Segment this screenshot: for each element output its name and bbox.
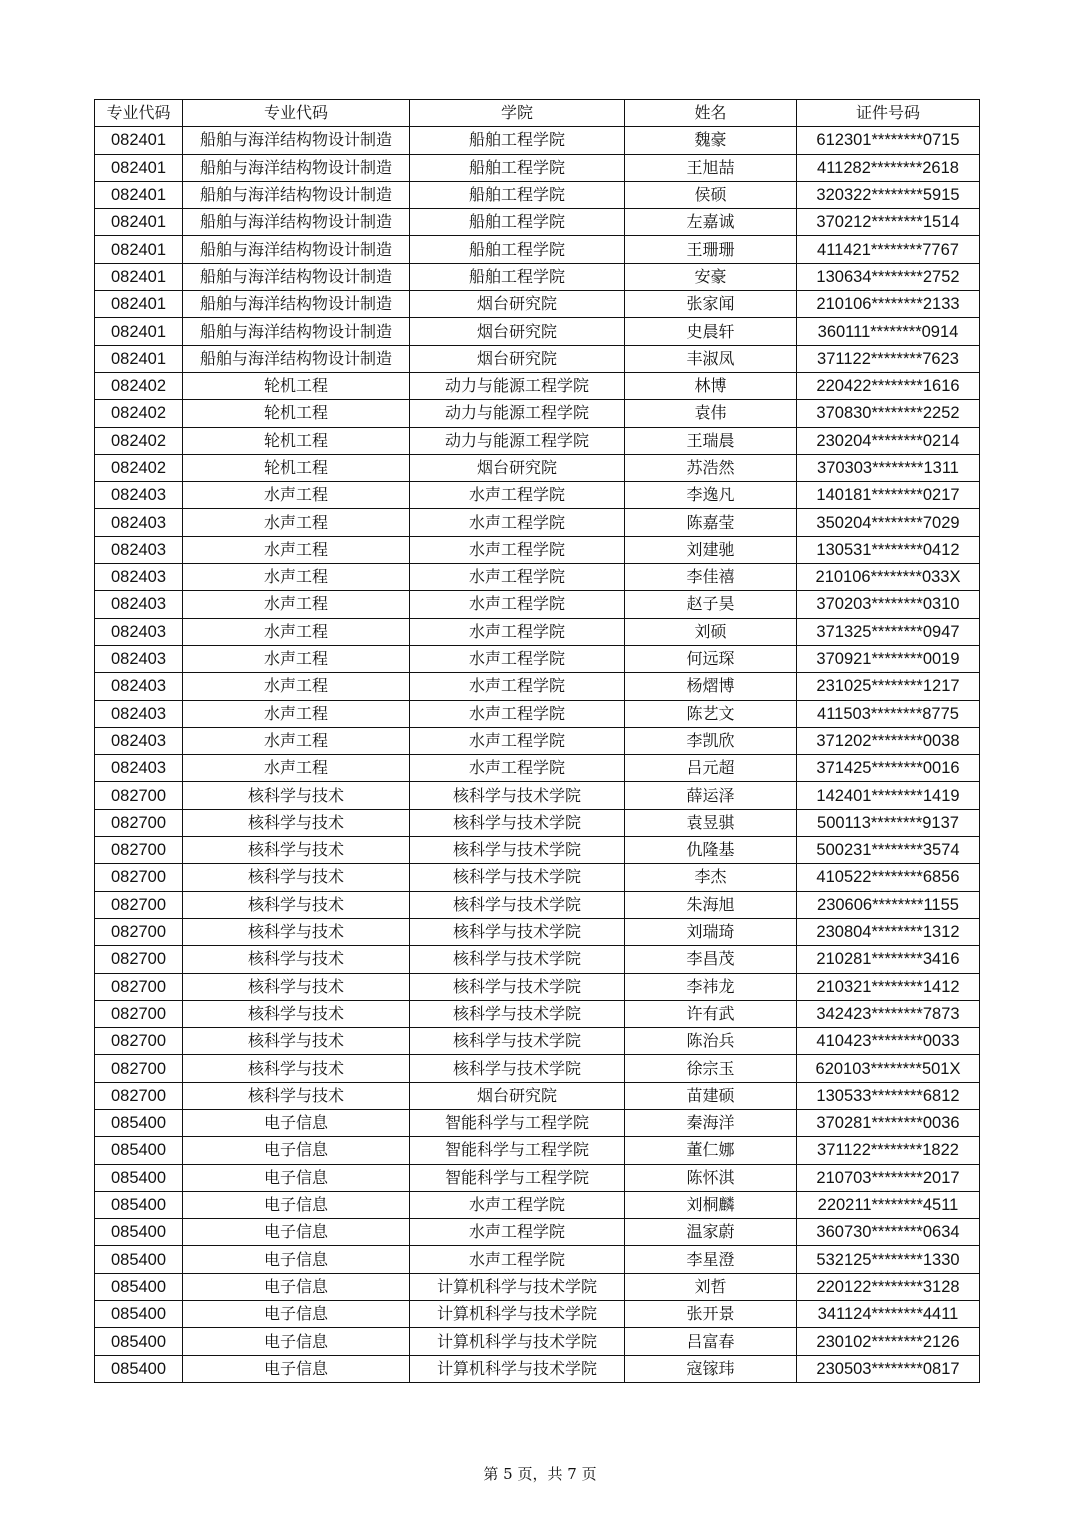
header-id-number: 证件号码 <box>797 100 980 127</box>
id-number-cell: 231025********1217 <box>797 673 980 700</box>
table-row <box>95 209 980 236</box>
major-name-cell: 船舶与海洋结构物设计制造 <box>183 291 410 318</box>
major-name-cell: 水声工程 <box>183 564 410 591</box>
id-number-cell: 411282********2618 <box>797 154 980 181</box>
student-name-cell: 寇镓玮 <box>625 1355 797 1382</box>
id-number-cell: 612301********0715 <box>797 127 980 154</box>
table-row <box>95 809 980 836</box>
major-name-cell: 船舶与海洋结构物设计制造 <box>183 154 410 181</box>
id-number-cell: 210106********2133 <box>797 291 980 318</box>
student-name-cell: 吕富春 <box>625 1328 797 1355</box>
table-row <box>95 536 980 563</box>
major-name-cell: 船舶与海洋结构物设计制造 <box>183 236 410 263</box>
student-name-cell: 李星澄 <box>625 1246 797 1273</box>
college-cell: 动力与能源工程学院 <box>410 400 625 427</box>
major-name-cell: 船舶与海洋结构物设计制造 <box>183 345 410 372</box>
id-number-cell: 620103********501X <box>797 1055 980 1082</box>
college-cell: 烟台研究院 <box>410 345 625 372</box>
college-cell: 船舶工程学院 <box>410 127 625 154</box>
header-college: 学院 <box>410 100 625 127</box>
id-number-cell: 320322********5915 <box>797 181 980 208</box>
major-code-cell: 082700 <box>95 946 183 973</box>
major-name-cell: 电子信息 <box>183 1246 410 1273</box>
table-row <box>95 427 980 454</box>
table-row <box>95 1328 980 1355</box>
major-name-cell: 电子信息 <box>183 1355 410 1382</box>
table-row <box>95 1109 980 1136</box>
table-row <box>95 727 980 754</box>
student-name-cell: 杨熠博 <box>625 673 797 700</box>
major-name-cell: 船舶与海洋结构物设计制造 <box>183 181 410 208</box>
id-number-cell: 411421********7767 <box>797 236 980 263</box>
student-name-cell: 苗建硕 <box>625 1082 797 1109</box>
college-cell: 烟台研究院 <box>410 1082 625 1109</box>
college-cell: 水声工程学院 <box>410 700 625 727</box>
id-number-cell: 220422********1616 <box>797 372 980 399</box>
id-number-cell: 500231********3574 <box>797 837 980 864</box>
id-number-cell: 130531********0412 <box>797 536 980 563</box>
student-name-cell: 左嘉诚 <box>625 209 797 236</box>
major-name-cell: 电子信息 <box>183 1164 410 1191</box>
major-name-cell: 核科学与技术 <box>183 973 410 1000</box>
college-cell: 核科学与技术学院 <box>410 837 625 864</box>
major-code-cell: 082403 <box>95 536 183 563</box>
id-number-cell: 210321********1412 <box>797 973 980 1000</box>
college-cell: 水声工程学院 <box>410 509 625 536</box>
major-name-cell: 核科学与技术 <box>183 891 410 918</box>
student-name-cell: 丰淑凤 <box>625 345 797 372</box>
id-number-cell: 230804********1312 <box>797 918 980 945</box>
student-name-cell: 李凯欣 <box>625 727 797 754</box>
table-row <box>95 400 980 427</box>
major-code-cell: 082700 <box>95 918 183 945</box>
table-row <box>95 181 980 208</box>
college-cell: 核科学与技术学院 <box>410 1028 625 1055</box>
major-code-cell: 082401 <box>95 181 183 208</box>
major-code-cell: 082700 <box>95 864 183 891</box>
major-code-cell: 082403 <box>95 727 183 754</box>
student-name-cell: 刘建驰 <box>625 536 797 563</box>
major-name-cell: 电子信息 <box>183 1328 410 1355</box>
table-row <box>95 509 980 536</box>
id-number-cell: 370281********0036 <box>797 1109 980 1136</box>
college-cell: 船舶工程学院 <box>410 181 625 208</box>
student-name-cell: 李祎龙 <box>625 973 797 1000</box>
table-row <box>95 1000 980 1027</box>
id-number-cell: 342423********7873 <box>797 1000 980 1027</box>
major-name-cell: 水声工程 <box>183 536 410 563</box>
student-name-cell: 温家蔚 <box>625 1219 797 1246</box>
table-row <box>95 318 980 345</box>
id-number-cell: 371122********7623 <box>797 345 980 372</box>
major-code-cell: 085400 <box>95 1164 183 1191</box>
table-row <box>95 591 980 618</box>
major-code-cell: 085400 <box>95 1109 183 1136</box>
major-code-cell: 085400 <box>95 1219 183 1246</box>
id-number-cell: 370830********2252 <box>797 400 980 427</box>
college-cell: 智能科学与工程学院 <box>410 1164 625 1191</box>
college-cell: 计算机科学与技术学院 <box>410 1328 625 1355</box>
major-code-cell: 082403 <box>95 564 183 591</box>
id-number-cell: 140181********0217 <box>797 482 980 509</box>
id-number-cell: 410522********6856 <box>797 864 980 891</box>
id-number-cell: 230204********0214 <box>797 427 980 454</box>
student-name-cell: 刘哲 <box>625 1273 797 1300</box>
college-cell: 水声工程学院 <box>410 618 625 645</box>
major-name-cell: 水声工程 <box>183 591 410 618</box>
college-cell: 船舶工程学院 <box>410 263 625 290</box>
table-row <box>95 345 980 372</box>
major-code-cell: 082700 <box>95 1000 183 1027</box>
id-number-cell: 220211********4511 <box>797 1191 980 1218</box>
student-name-cell: 刘桐麟 <box>625 1191 797 1218</box>
id-number-cell: 210703********2017 <box>797 1164 980 1191</box>
id-number-cell: 230606********1155 <box>797 891 980 918</box>
id-number-cell: 230102********2126 <box>797 1328 980 1355</box>
college-cell: 烟台研究院 <box>410 291 625 318</box>
major-name-cell: 核科学与技术 <box>183 809 410 836</box>
table-row <box>95 755 980 782</box>
id-number-cell: 500113********9137 <box>797 809 980 836</box>
id-number-cell: 130634********2752 <box>797 263 980 290</box>
major-code-cell: 082401 <box>95 127 183 154</box>
id-number-cell: 341124********4411 <box>797 1301 980 1328</box>
table-row <box>95 1246 980 1273</box>
major-code-cell: 082403 <box>95 645 183 672</box>
major-name-cell: 电子信息 <box>183 1301 410 1328</box>
major-name-cell: 轮机工程 <box>183 454 410 481</box>
major-code-cell: 082401 <box>95 345 183 372</box>
student-name-cell: 张家闻 <box>625 291 797 318</box>
college-cell: 水声工程学院 <box>410 673 625 700</box>
student-name-cell: 苏浩然 <box>625 454 797 481</box>
table-row <box>95 864 980 891</box>
student-name-cell: 何远琛 <box>625 645 797 672</box>
major-name-cell: 电子信息 <box>183 1219 410 1246</box>
college-cell: 水声工程学院 <box>410 1246 625 1273</box>
table-row <box>95 645 980 672</box>
major-code-cell: 082700 <box>95 973 183 1000</box>
major-name-cell: 电子信息 <box>183 1109 410 1136</box>
major-name-cell: 核科学与技术 <box>183 1082 410 1109</box>
college-cell: 水声工程学院 <box>410 482 625 509</box>
student-name-cell: 秦海洋 <box>625 1109 797 1136</box>
major-name-cell: 水声工程 <box>183 645 410 672</box>
college-cell: 水声工程学院 <box>410 536 625 563</box>
student-name-cell: 陈艺文 <box>625 700 797 727</box>
id-number-cell: 370203********0310 <box>797 591 980 618</box>
college-cell: 核科学与技术学院 <box>410 1000 625 1027</box>
id-number-cell: 360111********0914 <box>797 318 980 345</box>
id-number-cell: 220122********3128 <box>797 1273 980 1300</box>
major-name-cell: 船舶与海洋结构物设计制造 <box>183 209 410 236</box>
table-row <box>95 291 980 318</box>
major-code-cell: 082403 <box>95 755 183 782</box>
table-row <box>95 1191 980 1218</box>
major-name-cell: 电子信息 <box>183 1137 410 1164</box>
college-cell: 烟台研究院 <box>410 454 625 481</box>
table-row <box>95 1301 980 1328</box>
table-row <box>95 482 980 509</box>
major-name-cell: 核科学与技术 <box>183 1028 410 1055</box>
major-name-cell: 轮机工程 <box>183 400 410 427</box>
student-name-cell: 陈治兵 <box>625 1028 797 1055</box>
major-code-cell: 082402 <box>95 372 183 399</box>
table-row <box>95 127 980 154</box>
major-name-cell: 轮机工程 <box>183 427 410 454</box>
table-row <box>95 1355 980 1382</box>
major-name-cell: 水声工程 <box>183 618 410 645</box>
major-name-cell: 水声工程 <box>183 509 410 536</box>
student-name-cell: 安豪 <box>625 263 797 290</box>
id-number-cell: 370921********0019 <box>797 645 980 672</box>
major-code-cell: 085400 <box>95 1191 183 1218</box>
college-cell: 核科学与技术学院 <box>410 1055 625 1082</box>
major-code-cell: 082403 <box>95 673 183 700</box>
college-cell: 智能科学与工程学院 <box>410 1109 625 1136</box>
major-name-cell: 核科学与技术 <box>183 946 410 973</box>
major-code-cell: 082403 <box>95 700 183 727</box>
college-cell: 核科学与技术学院 <box>410 809 625 836</box>
table-row <box>95 782 980 809</box>
major-code-cell: 082402 <box>95 400 183 427</box>
college-cell: 船舶工程学院 <box>410 209 625 236</box>
major-code-cell: 085400 <box>95 1246 183 1273</box>
major-code-cell: 085400 <box>95 1273 183 1300</box>
college-cell: 核科学与技术学院 <box>410 946 625 973</box>
student-name-cell: 王旭喆 <box>625 154 797 181</box>
id-number-cell: 210106********033X <box>797 564 980 591</box>
student-name-cell: 李佳禧 <box>625 564 797 591</box>
student-name-cell: 陈怀淇 <box>625 1164 797 1191</box>
id-number-cell: 370303********1311 <box>797 454 980 481</box>
major-code-cell: 082403 <box>95 482 183 509</box>
student-name-cell: 陈嘉莹 <box>625 509 797 536</box>
student-name-cell: 史晨轩 <box>625 318 797 345</box>
table-row <box>95 1219 980 1246</box>
major-code-cell: 082401 <box>95 154 183 181</box>
table-row <box>95 1055 980 1082</box>
table-row <box>95 1164 980 1191</box>
major-code-cell: 082700 <box>95 837 183 864</box>
major-code-cell: 082401 <box>95 236 183 263</box>
college-cell: 水声工程学院 <box>410 755 625 782</box>
major-code-cell: 082403 <box>95 618 183 645</box>
major-name-cell: 船舶与海洋结构物设计制造 <box>183 263 410 290</box>
major-name-cell: 核科学与技术 <box>183 864 410 891</box>
college-cell: 计算机科学与技术学院 <box>410 1273 625 1300</box>
college-cell: 船舶工程学院 <box>410 154 625 181</box>
major-code-cell: 082401 <box>95 263 183 290</box>
major-code-cell: 082402 <box>95 454 183 481</box>
id-number-cell: 371122********1822 <box>797 1137 980 1164</box>
table-row <box>95 564 980 591</box>
table-row <box>95 618 980 645</box>
table-row <box>95 918 980 945</box>
id-number-cell: 142401********1419 <box>797 782 980 809</box>
major-code-cell: 085400 <box>95 1328 183 1355</box>
table-row <box>95 1273 980 1300</box>
student-name-cell: 刘硕 <box>625 618 797 645</box>
table-row <box>95 154 980 181</box>
major-name-cell: 电子信息 <box>183 1191 410 1218</box>
college-cell: 水声工程学院 <box>410 1219 625 1246</box>
college-cell: 核科学与技术学院 <box>410 891 625 918</box>
student-name-cell: 薛运泽 <box>625 782 797 809</box>
student-name-cell: 侯硕 <box>625 181 797 208</box>
student-name-cell: 李逸凡 <box>625 482 797 509</box>
major-name-cell: 核科学与技术 <box>183 918 410 945</box>
college-cell: 水声工程学院 <box>410 564 625 591</box>
college-cell: 水声工程学院 <box>410 727 625 754</box>
college-cell: 计算机科学与技术学院 <box>410 1355 625 1382</box>
student-name-cell: 仇隆基 <box>625 837 797 864</box>
college-cell: 水声工程学院 <box>410 591 625 618</box>
table-row <box>95 1137 980 1164</box>
student-name-cell: 徐宗玉 <box>625 1055 797 1082</box>
major-name-cell: 轮机工程 <box>183 372 410 399</box>
major-name-cell: 电子信息 <box>183 1273 410 1300</box>
major-code-cell: 085400 <box>95 1301 183 1328</box>
major-code-cell: 085400 <box>95 1137 183 1164</box>
college-cell: 核科学与技术学院 <box>410 918 625 945</box>
table-row <box>95 837 980 864</box>
major-code-cell: 082700 <box>95 782 183 809</box>
student-name-cell: 袁昱骐 <box>625 809 797 836</box>
college-cell: 计算机科学与技术学院 <box>410 1301 625 1328</box>
major-name-cell: 核科学与技术 <box>183 1000 410 1027</box>
header-major-name: 专业代码 <box>183 100 410 127</box>
id-number-cell: 210281********3416 <box>797 946 980 973</box>
header-name: 姓名 <box>625 100 797 127</box>
college-cell: 核科学与技术学院 <box>410 864 625 891</box>
major-code-cell: 082700 <box>95 891 183 918</box>
table-row <box>95 1082 980 1109</box>
college-cell: 烟台研究院 <box>410 318 625 345</box>
major-code-cell: 082700 <box>95 1055 183 1082</box>
college-cell: 水声工程学院 <box>410 645 625 672</box>
student-name-cell: 赵子昊 <box>625 591 797 618</box>
major-name-cell: 水声工程 <box>183 482 410 509</box>
major-name-cell: 船舶与海洋结构物设计制造 <box>183 318 410 345</box>
student-name-cell: 王瑞晨 <box>625 427 797 454</box>
college-cell: 核科学与技术学院 <box>410 973 625 1000</box>
major-name-cell: 核科学与技术 <box>183 1055 410 1082</box>
major-code-cell: 082403 <box>95 591 183 618</box>
major-name-cell: 核科学与技术 <box>183 782 410 809</box>
id-number-cell: 230503********0817 <box>797 1355 980 1382</box>
student-name-cell: 董仁娜 <box>625 1137 797 1164</box>
major-code-cell: 082401 <box>95 318 183 345</box>
id-number-cell: 370212********1514 <box>797 209 980 236</box>
id-number-cell: 371325********0947 <box>797 618 980 645</box>
table-row <box>95 946 980 973</box>
table-row <box>95 236 980 263</box>
header-major-code: 专业代码 <box>95 100 183 127</box>
major-name-cell: 水声工程 <box>183 755 410 782</box>
id-number-cell: 371202********0038 <box>797 727 980 754</box>
student-name-cell: 张开景 <box>625 1301 797 1328</box>
college-cell: 智能科学与工程学院 <box>410 1137 625 1164</box>
college-cell: 动力与能源工程学院 <box>410 372 625 399</box>
table-row <box>95 891 980 918</box>
table-row <box>95 673 980 700</box>
college-cell: 核科学与技术学院 <box>410 782 625 809</box>
major-code-cell: 082700 <box>95 809 183 836</box>
major-name-cell: 船舶与海洋结构物设计制造 <box>183 127 410 154</box>
major-code-cell: 082700 <box>95 1028 183 1055</box>
id-number-cell: 410423********0033 <box>797 1028 980 1055</box>
table-row <box>95 454 980 481</box>
table-header-row <box>95 100 980 127</box>
major-name-cell: 水声工程 <box>183 673 410 700</box>
table-row <box>95 263 980 290</box>
college-cell: 动力与能源工程学院 <box>410 427 625 454</box>
student-name-cell: 袁伟 <box>625 400 797 427</box>
major-name-cell: 水声工程 <box>183 700 410 727</box>
id-number-cell: 371425********0016 <box>797 755 980 782</box>
student-name-cell: 刘瑞琦 <box>625 918 797 945</box>
admission-list-table <box>94 99 980 1383</box>
major-code-cell: 082402 <box>95 427 183 454</box>
major-code-cell: 082401 <box>95 209 183 236</box>
table-row <box>95 1028 980 1055</box>
table-body <box>95 127 980 1383</box>
id-number-cell: 360730********0634 <box>797 1219 980 1246</box>
table-row <box>95 700 980 727</box>
college-cell: 水声工程学院 <box>410 1191 625 1218</box>
major-code-cell: 082403 <box>95 509 183 536</box>
major-code-cell: 082700 <box>95 1082 183 1109</box>
id-number-cell: 411503********8775 <box>797 700 980 727</box>
id-number-cell: 532125********1330 <box>797 1246 980 1273</box>
table-row <box>95 372 980 399</box>
major-code-cell: 085400 <box>95 1355 183 1382</box>
student-name-cell: 李昌茂 <box>625 946 797 973</box>
student-name-cell: 吕元超 <box>625 755 797 782</box>
major-name-cell: 核科学与技术 <box>183 837 410 864</box>
student-name-cell: 李杰 <box>625 864 797 891</box>
table-row <box>95 973 980 1000</box>
id-number-cell: 350204********7029 <box>797 509 980 536</box>
student-name-cell: 朱海旭 <box>625 891 797 918</box>
page-number: 第 5 页，共 7 页 <box>483 1465 597 1483</box>
student-name-cell: 魏豪 <box>625 127 797 154</box>
id-number-cell: 130533********6812 <box>797 1082 980 1109</box>
college-cell: 船舶工程学院 <box>410 236 625 263</box>
student-name-cell: 许有武 <box>625 1000 797 1027</box>
student-name-cell: 王珊珊 <box>625 236 797 263</box>
major-code-cell: 082401 <box>95 291 183 318</box>
major-name-cell: 水声工程 <box>183 727 410 754</box>
student-name-cell: 林博 <box>625 372 797 399</box>
